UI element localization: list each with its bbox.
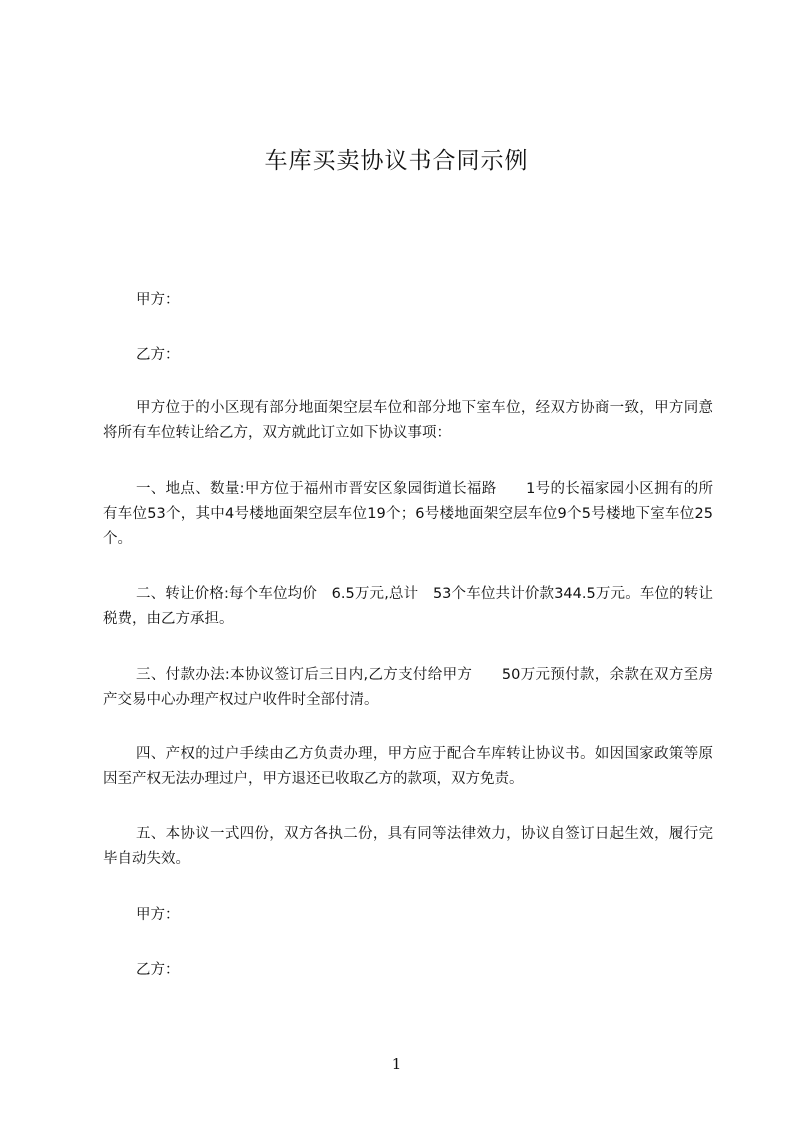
sign-party-b: 乙方： [136, 962, 180, 978]
page-number: 1 [391, 1055, 402, 1073]
intro-paragraph: 甲方位于的小区现有部分地面架空层车位和部分地下室车位，经双方协商一致，甲方同意将所有车位转让给乙方，双方就此订立如下协议事项： [103, 400, 713, 441]
party-a-label: 甲方： [136, 292, 180, 308]
clause-price: 二、转让价格:每个车位均价 6.5万元,总计 53个车位共计价款344.5万元。车位的转让税费，由乙方承担。 [103, 586, 713, 627]
clause-payment: 三、付款办法:本协议签订后三日内,乙方支付给甲方 50万元预付款，余款在双方至房产交易中心办理产权过户收件时全部付清。 [103, 667, 713, 708]
document-title: 车库买卖协议书合同示例 [264, 148, 529, 174]
clause-transfer: 四、产权的过户手续由乙方负责办理，甲方应于配合车库转让协议书。如因国家政策等原因至产权无法办理过户，甲方退还已收取乙方的款项，双方免责。 [103, 746, 713, 787]
clause-validity: 五、本协议一式四份，双方各执二份，具有同等法律效力，协议自签订日起生效，履行完毕自动失效。 [103, 826, 713, 867]
clause-location-quantity: 一、地点、数量:甲方位于福州市晋安区象园街道长福路 1号的长福家园小区拥有的所有车位53个，其中4号楼地面架空层车位19个；6号楼地面架空层车位9个5号楼地下室车位25个。 [103, 481, 713, 547]
party-b-label: 乙方： [136, 347, 180, 363]
sign-party-a: 甲方： [136, 907, 180, 923]
